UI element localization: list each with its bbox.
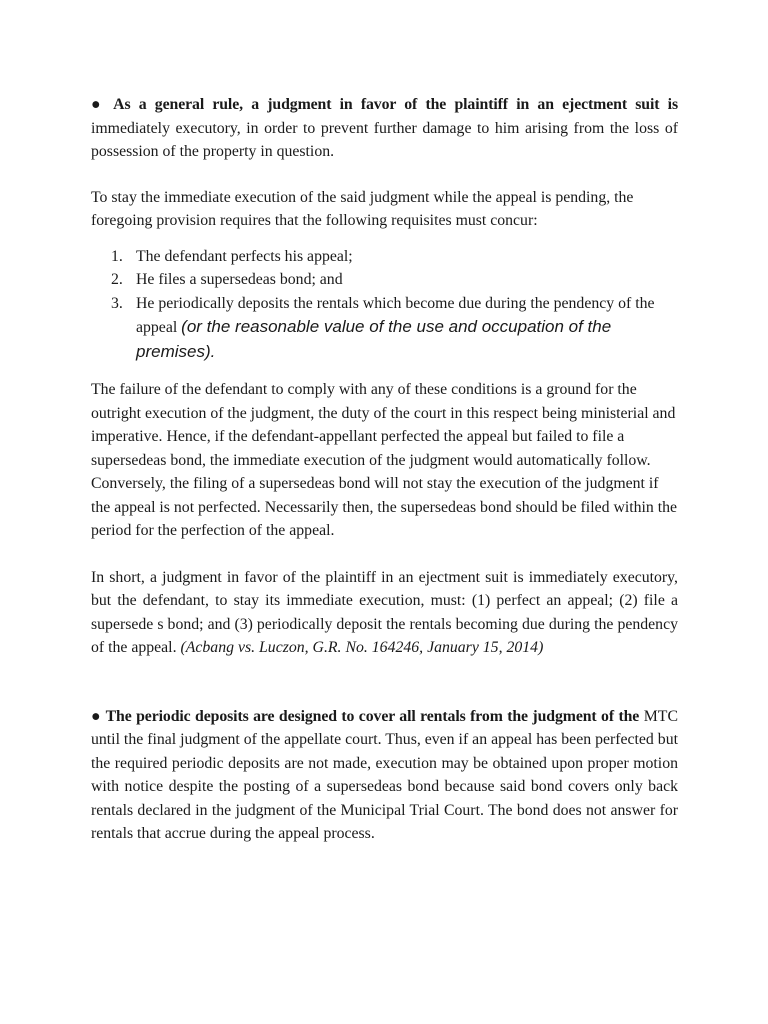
- list-item-number: 3.: [111, 294, 123, 312]
- list-item-number: 2.: [111, 271, 123, 288]
- document-page: [91, 93, 678, 846]
- list-item-text: He periodically deposits the rentals which become due during the pendency of the appeal: [136, 294, 655, 336]
- section1-lead: As a general rule, a judgment in favor of the plaintiff in an ejectment suit is: [113, 96, 678, 113]
- requisites-list: [91, 245, 678, 365]
- section2-rest: MTC until the final judgment of the appellate court. Thus, even if an appeal has been perfected but the required periodic deposits are not made, execution may be obtained upon proper motion with notice despite the posting of a supersedeas bond because said bond covers only back rentals declared in the judgment of the Municipal Trial Court. The bond does not answer for rentals that accrue during the appeal process.: [91, 707, 678, 842]
- section1-rest: immediately executory, in order to prevent further damage to him arising from the loss of possession of the property in question.: [91, 119, 678, 160]
- bullet-icon: ●: [91, 96, 105, 113]
- bullet-icon: ●: [91, 707, 102, 725]
- summary-text: In short, a judgment in favor of the plaintiff in an ejectment suit is immediately executory, but the defendant, to stay its immediate execution, must: (1) perfect an appeal; (2) file a supersede s bond; and (3) periodically deposit the rentals becoming due during the pendency of the appeal.: [91, 568, 678, 656]
- section1-paragraph: [91, 93, 678, 164]
- section2-lead: The periodic deposits are designed to cover all rentals from the judgment of the: [105, 707, 640, 725]
- section2-paragraph: [91, 705, 678, 846]
- list-item: [91, 245, 678, 269]
- stay-intro-paragraph: To stay the immediate execution of the said judgment while the appeal is pending, the foregoing provision requires that the following requisites must concur:: [91, 188, 634, 229]
- list-item-text: He files a supersedeas bond; and: [136, 271, 343, 288]
- list-item-number: 1.: [111, 247, 123, 265]
- list-item: [91, 268, 678, 292]
- list-item: [91, 292, 678, 365]
- list-item-text: The defendant perfects his appeal;: [136, 247, 353, 265]
- list-item-note: (or the reasonable value of the use and occupation of the premises).: [136, 317, 612, 361]
- case-citation: (Acbang vs. Luczon, G.R. No. 164246, January 15, 2014): [180, 639, 544, 656]
- summary-paragraph: [91, 566, 678, 660]
- failure-paragraph: The failure of the defendant to comply with any of these conditions is a ground for the outright execution of the judgment, the duty of the court in this respect being ministerial and imperative. Hence, if the defendant-appellant perfected the appeal but failed to file a supersedeas bond, the immediate execution of the judgment would automatically follow. Conversely, the filing of a supersedeas bond will not stay the execution of the judgment if the appeal is not perfected. Necessarily then, the supersedeas bond should be filed within the period for the perfection of the appeal.: [91, 381, 678, 539]
